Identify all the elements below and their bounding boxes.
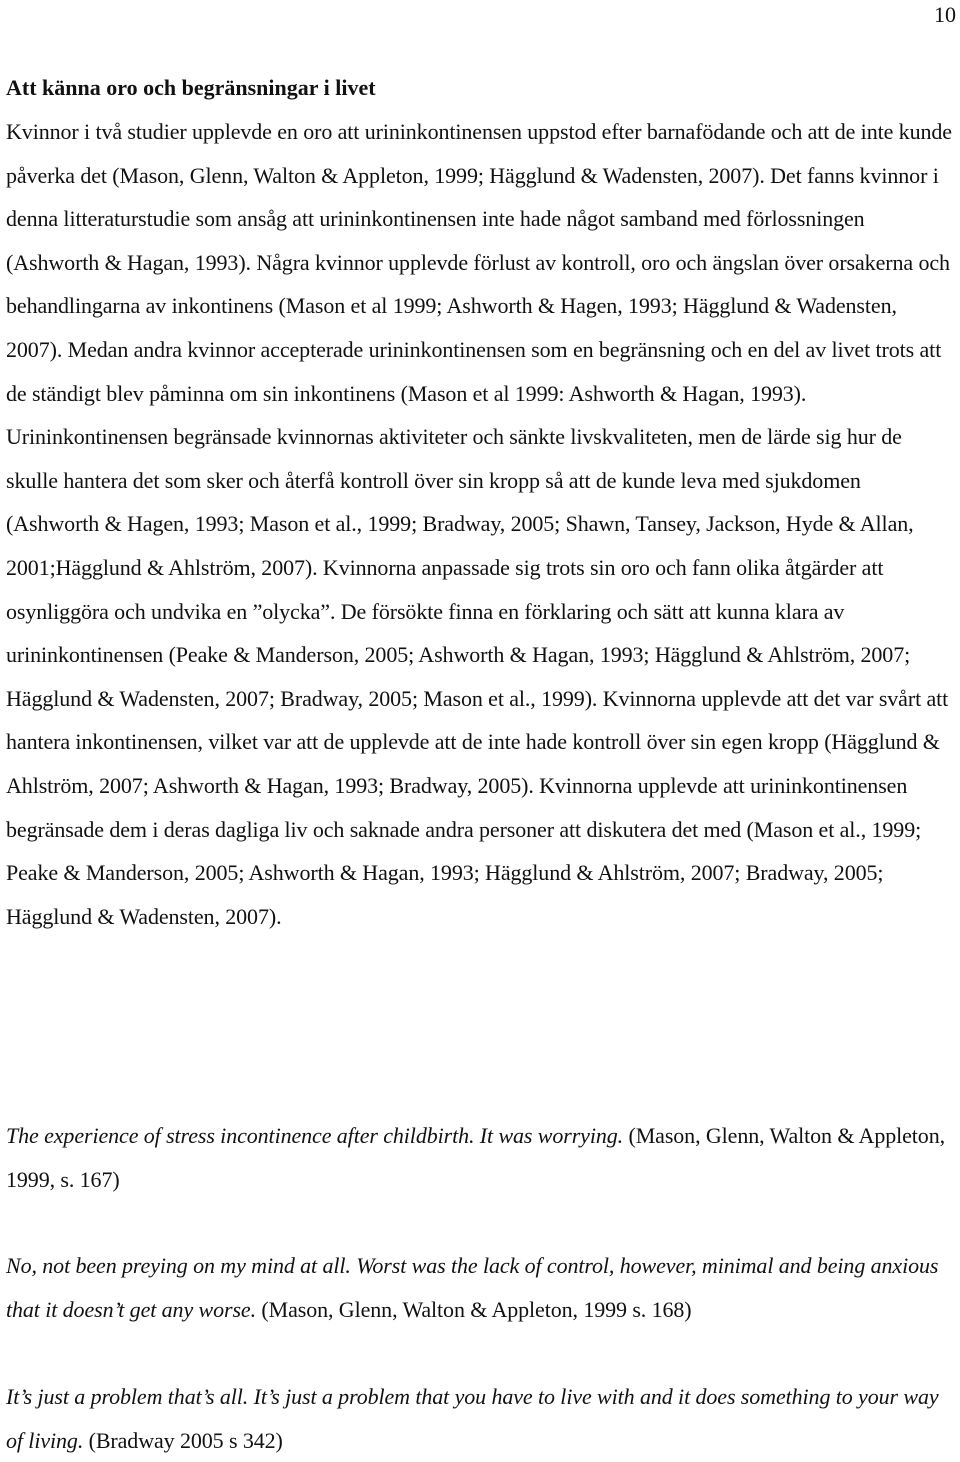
body-paragraph: Kvinnor i två studier upplevde en oro att urininkontinensen uppstod efter barnafödande och att de inte kunde påverka det (Mason, Glenn, Walton & Appleton, 1999; Hägglund & Wadensten, 2007). Det fanns kvinnor i denna litteraturstudie som ansåg att urininkontinensen inte hade något samband med förlossningen (Ashworth & Hagan, 1993). Några kvinnor upplevde förlust av kontroll, oro och ängslan över orsakerna och behandlingarna av inkontinens (Mason et al 1999; Ashworth & Hagen, 1993; Hägglund & Wadensten, 2007). Medan andra kvinnor accepterade urininkontinensen som en begränsning och en del av livet trots att de ständigt blev påminna om sin inkontinens (Mason et al 1999: Ashworth & Hagan, 1993). Urininkontinensen begränsade kvinnornas aktiviteter och sänkte livskvaliteten, men de lärde sig hur de skulle hantera det som sker och återfå kontroll över sin kropp så att de kunde leva med sjukdomen (Ashworth & Hagen, 1993; Mason et al., 1999; Bradway, 2005; Shawn, Tansey, Jackson, Hyde & Allan, 2001;Hägglund & Ahlström, 2007). Kvinnorna anpassade sig trots sin oro och fann olika åtgärder att osynliggöra och undvika en ”olycka”. De försökte finna en förklaring och sätt att kunna klara av urininkontinensen (Peake & Manderson, 2005; Ashworth & Hagan, 1993; Hägglund & Ahlström, 2007; Hägglund & Wadensten, 2007; Bradway, 2005; Mason et al., 1999). Kvinnorna upplevde att det var svårt att hantera inkontinensen, vilket var att de upplevde att de inte hade kontroll över sin egen kropp (Hägglund & Ahlström, 2007; Ashworth & Hagan, 1993; Bradway, 2005). Kvinnorna upplevde att urininkontinensen begränsade dem i deras dagliga liv och saknade andra personer att diskutera det med (Mason et al., 1999; Peake & Manderson, 2005; Ashworth & Hagan, 1993; Hägglund & Ahlström, 2007; Bradway, 2005; Hägglund & Wadensten, 2007). [6, 119, 952, 929]
quote-1-citation: (Mason, Glenn, Walton & Appleton, 1999, s. 167) [6, 1123, 946, 1192]
quote-3-text: It’s just a problem that’s all. It’s just a problem that you have to live with and it does something to your way of living. [6, 1384, 939, 1453]
quote-3 [6, 1375, 952, 1462]
quote-2-text: No, not been preying on my mind at all. Worst was the lack of control, however, minimal and being anxious that it doesn’t get any worse. [6, 1253, 939, 1322]
quote-2-citation: (Mason, Glenn, Walton & Appleton, 1999 s. 168) [255, 1296, 692, 1322]
quote-2 [6, 1244, 952, 1331]
quote-3-citation: (Bradway 2005 s 342) [83, 1427, 283, 1453]
quote-1 [6, 1114, 952, 1201]
quote-1-text: The experience of stress incontinence after childbirth. It was worrying. [6, 1123, 624, 1148]
page-number: 10 [934, 2, 956, 27]
section-heading: Att känna oro och begränsningar i livet [6, 75, 376, 100]
